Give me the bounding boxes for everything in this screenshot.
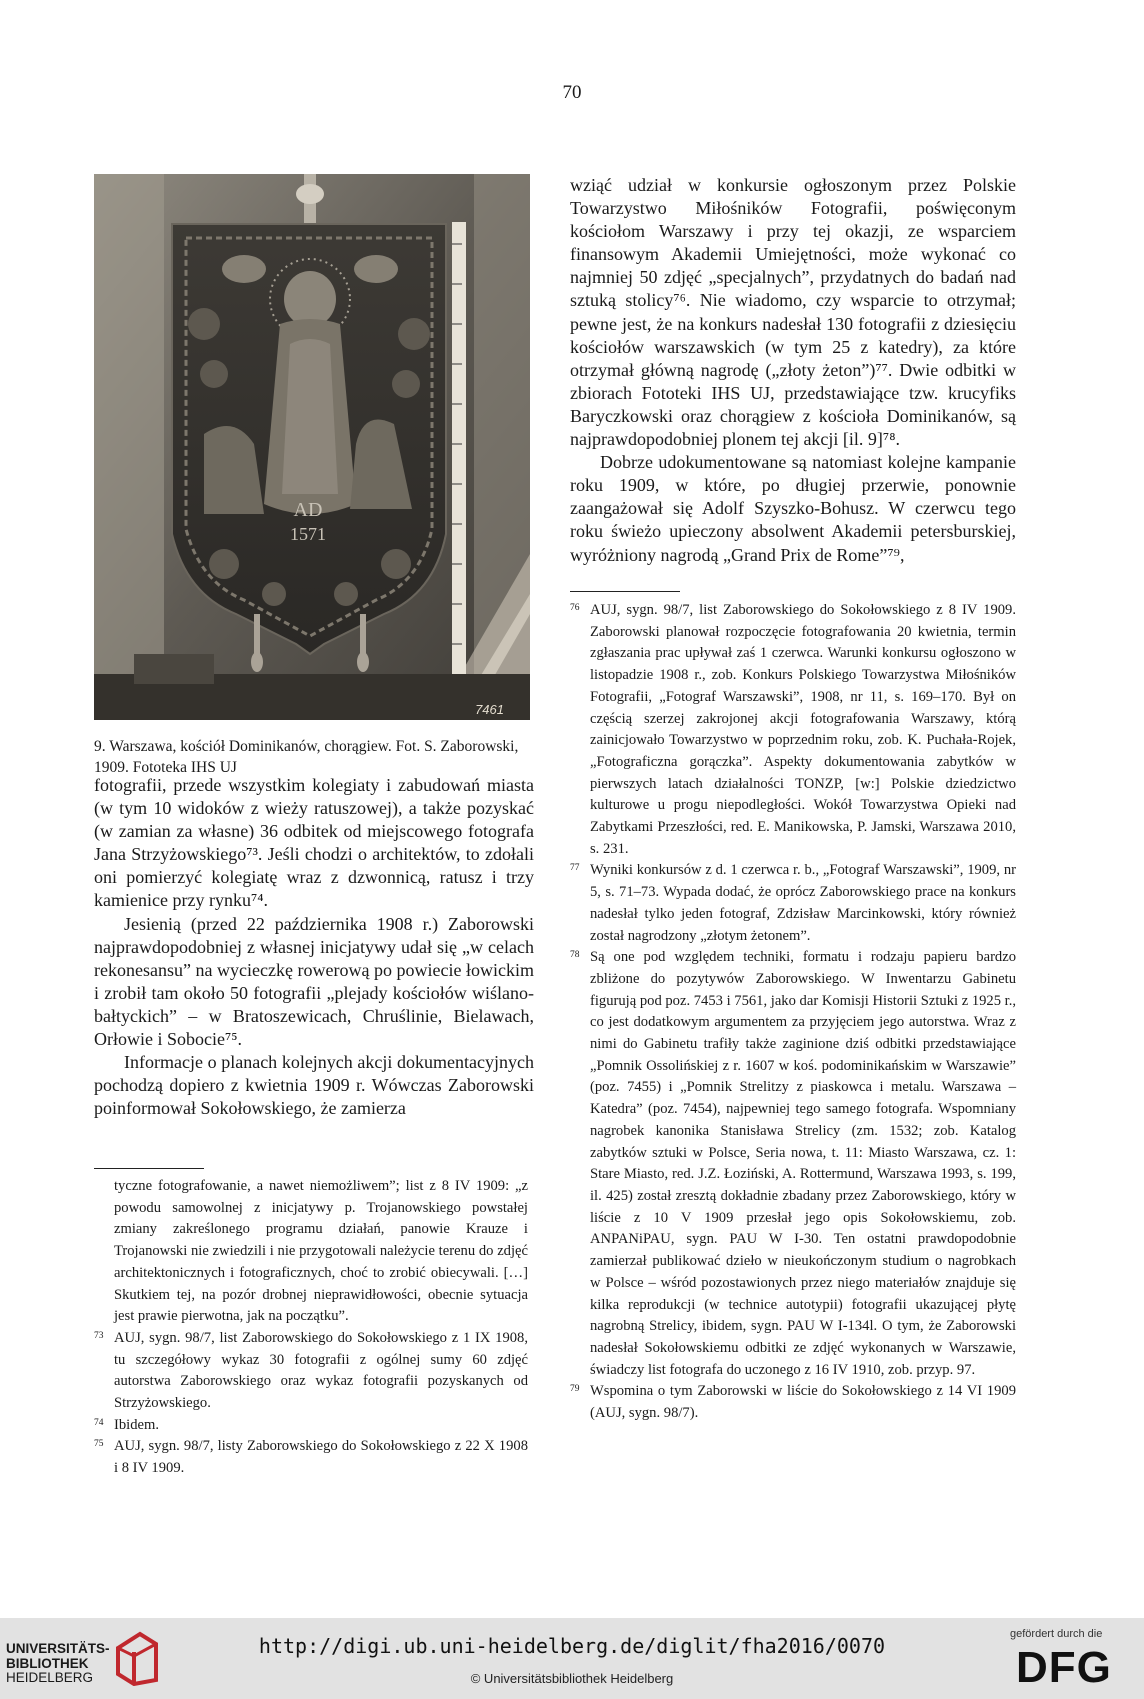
footnote-mark: 74 — [94, 1417, 104, 1428]
footnote-79 — [570, 1381, 1016, 1424]
footnote-text: Ibidem. — [114, 1416, 159, 1433]
footnote-75 — [94, 1436, 528, 1479]
footnote-divider — [570, 591, 680, 592]
banner-photograph — [94, 174, 530, 720]
banner-inscription-year: 1571 — [290, 524, 326, 544]
footnote-text: Wspomina o tym Zaborowski w liście do Sokołowskiego z 14 VI 1909 (AUJ, sygn. 98/7). — [590, 1383, 1016, 1422]
right-column-text — [570, 174, 1016, 567]
funding-label: gefördert durch die — [1010, 1628, 1103, 1640]
footnote-78 — [570, 947, 1016, 1381]
footnote-text: AUJ, sygn. 98/7, list Zaborowskiego do Sokołowskiego z 1 IX 1908, tu szczegółowy wykaz 30 fotografii z ogólnej sumy 60 zdjęć autorstwa Zaborowskiego oraz wykaz fotografii pozyskanych od Strzyżowskiego. — [114, 1329, 528, 1412]
footnote-text: Wyniki konkursów z d. 1 czerwca r. b., „Fotograf Warszawski”, 1909, nr 5, s. 71–73. Wypada dodać, że oprócz Zaborowskiego prace na konkurs nadesłał tylko jeden fotograf, Zdzisław Marcinkowski, który również został nagrodzony „złotym żetonem”. — [590, 862, 1016, 944]
caption-line-1: 9. Warszawa, kościół Dominikanów, chorągiew. Fot. S. Zaborowski, — [94, 738, 519, 755]
footnote-mark: 76 — [570, 603, 580, 613]
library-name-line: HEIDELBERG — [6, 1670, 94, 1685]
footnote-continuation: tyczne fotografowanie, a nawet niemożliwem”; list z 8 IV 1909: „z powodu samowolnej z inicjatywy p. Trojanowskiego powstałej zmiany zakreślonego programu działań, panowie Krauze i Trojanowski nie zwiedzili i nie przygotowali należycie terenu do zdjęć architektonicznych i fotograficznych, choć to zrobić obiecywali. […] Skutkiem tej, na pozór drobnej nieprawidłowości, obecnie sytuacja jest prawie pierwotna, jak na początku”. — [114, 1178, 528, 1325]
library-name-line: UNIVERSITÄTS- — [6, 1641, 110, 1656]
paragraph: Dobrze udokumentowane są natomiast kolejne kampanie roku 1909, w które, po długiej przerwie, ponownie zaangażował się Adolf Szyszko-Bohusz. W czerwcu tego roku świeżo upieczony absolwent Akademii petersburskiej, wyróżniony nagrodą „Grand Prix de Rome”⁷⁹, — [570, 452, 1016, 565]
footnote-mark: 78 — [570, 950, 580, 961]
footnote-text: AUJ, sygn. 98/7, list Zaborowskiego do Sokołowskiego z 8 IV 1909. Zaborowski planował rozpoczęcie fotografowania 20 kwietnia, termin zgłaszania prac upływał zaś 1 czerwca. Warunki konkursu ogłoszono w listopadzie 1908 r., zob. Konkurs Polskiego Towarzystwa Miłośników Fotografii, „Fotograf Warszawski”, 1908, nr 11, s. 169–170. Był on częścią szerzej zakrojonej akcji fotografowania Warszawy, którą zainicjowało Towarzystwo w poprzednim roku, zob. K. Puchała-Rojek, „Fotograficzna gorączka”. Aspekty dokumentowania zabytków w pierwszych latach działalności TONZP, [w:] Polskie dziedzictwo kulturowe u progu niepodległości. Wokół Towarzystwa Opieki nad Zabytkami Przeszłości, red. E. Manikowska, P. Jamski, Warszawa 2010, s. 231. — [590, 602, 1016, 857]
paragraph: fotografii, przede wszystkim kolegiaty i zabudowań miasta (w tym 10 widoków z wieży ratuszowej), a także pozyskać (w zamian za własne) 36 odbitek od miejscowego fotografa Jana Strzyżowskiego⁷³. Jeśli chodzi o architektów, to zdołali oni pomierzyć kolegiatę wraz z dzwonnicą, ratusz i trzy kamienice przy rynku⁷⁴. — [94, 775, 534, 911]
footer-bar — [0, 1618, 1144, 1699]
dfg-logo: DFG — [1016, 1643, 1112, 1692]
document-url-link[interactable]: http://digi.ub.uni-heidelberg.de/diglit/fha2016/0070 — [258, 1634, 886, 1658]
paragraph: Informacje o planach kolejnych akcji dokumentacyjnych pochodzą dopiero z kwietnia 1909 r. Wówczas Zaborowski poinformował Sokołowskiego, że zamierza — [94, 1052, 534, 1119]
right-footnotes — [570, 600, 1016, 1425]
footnote-mark: 77 — [570, 863, 580, 874]
library-name-line: BIBLIOTHEK — [6, 1655, 89, 1671]
left-footnotes — [94, 1176, 528, 1480]
footnote-mark: 79 — [570, 1384, 580, 1395]
page-number: 70 — [562, 82, 582, 103]
footnote-76 — [570, 600, 1016, 860]
caption-line-2: 1909. Fototeka IHS UJ — [94, 759, 237, 776]
footnote-text: AUJ, sygn. 98/7, listy Zaborowskiego do Sokołowskiego z 22 X 1908 i 8 IV 1909. — [114, 1438, 528, 1477]
footnote-74 — [94, 1415, 528, 1437]
footnote-73 — [94, 1328, 528, 1415]
footnote-text: Są one pod względem techniki, formatu i rodzaju papieru bardzo zbliżone do pozytywów Zaborowskiego. W Inwentarzu Gabinetu figurują pod poz. 7453 i 7561, jako dar Komisji Historii Sztuki z 1925 r., co jest dodatkowym argumentem za przyjęciem jego autorstwa. Wraz z nimi do Gabinetu trafiły także zaginione dziś odbitki przedstawiające „Pomnik Ossolińskiej z r. 1607 w koś. podominikańskim w Warszawie” (poz. 7455) i „Pomnik Strelitzy z piaskowca i metalu. Warszawa – Katedra” (poz. 7454), najpewniej tego samego fotografa. Wspomniany nagrobek kanonika Stanisława Strelicy (zm. 1532; zob. Katalog zabytków sztuki w Polsce, Seria nowa, t. 11: Miasto Warszawa, cz. 1: Stare Miasto, red. J.Z. Łoziński, A. Rottermund, Warszawa 1993, s. 199, il. 425) został zresztą dokładnie zbadany przez Zaborowskiego, który w liście z 10 V 1909 przesłał jego opis Sokołowskiemu, zob. ANPANiPAU, sygn. PAU W I-30. Ten ostatni prawdopodobnie zamierzał publikować dzieło w nieukończonym studium o nagrobkach w Polsce – wśród pozostawionych przez niego materiałów znajduje się kilka reprodukcji (w technice autotypii) fotografii ukazującej płytę nagrobną Strelicy, ibidem, sygn. PAU W I-134l. O tym, że Zaborowski nadesłał Sokołowskiemu odbitki ze zdjęć wykonanych w Warszawie, świadczy list fotografa do uczonego z 16 IV 1910, zob. przyp. 97. — [590, 949, 1017, 1378]
footnote-mark: 75 — [94, 1439, 104, 1450]
left-column-text — [94, 774, 534, 1120]
figure-caption — [94, 736, 534, 778]
footnote-mark: 73 — [94, 1330, 104, 1341]
paragraph: Jesienią (przed 22 października 1908 r.) Zaborowski najprawdopodobniej z własnej inicjatywy udał się „w celach rekonesansu” na wycieczkę rowerową po powiecie łowickim i zrobił tam około 50 fotografii „plejady kościołów wiślano-bałtyckich” – w Bratoszewicach, Chruślinie, Bielawach, Orłowie i Sobocie⁷⁵. — [94, 913, 534, 1050]
footnote-divider — [94, 1168, 204, 1169]
banner-inscription-ad: AD — [293, 499, 323, 521]
footnote-77 — [570, 860, 1016, 947]
catalog-number: 7461 — [475, 702, 504, 717]
copyright-notice: © Universitätsbibliothek Heidelberg — [470, 1671, 674, 1686]
paragraph: wziąć udział w konkursie ogłoszonym przez Polskie Towarzystwo Miłośników Fotografii, poświęconym kościołom Warszawy i przy tej okazji, ze wsparciem finansowym Akademii Umiejętności, może wykonać co najmniej 50 zdjęć „specjalnych”, przydatnych do badań nad sztuką stolicy⁷⁶. Nie wiadomo, czy wsparcie to otrzymał; pewne jest, że na konkurs nadesłał 130 fotografii z dziesięciu kościołów warszawskich (w tym 25 z katedry), za które otrzymał główną nagrodę („złoty żeton”)⁷⁷. Dwie odbitki w zbiorach Fototeki IHS UJ, przedstawiające tzw. krucyfiks Baryczkowski oraz chorągiew z kościoła Dominikanów, są najprawdopodobniej plonem tej akcji [il. 9]⁷⁸. — [570, 175, 1016, 450]
